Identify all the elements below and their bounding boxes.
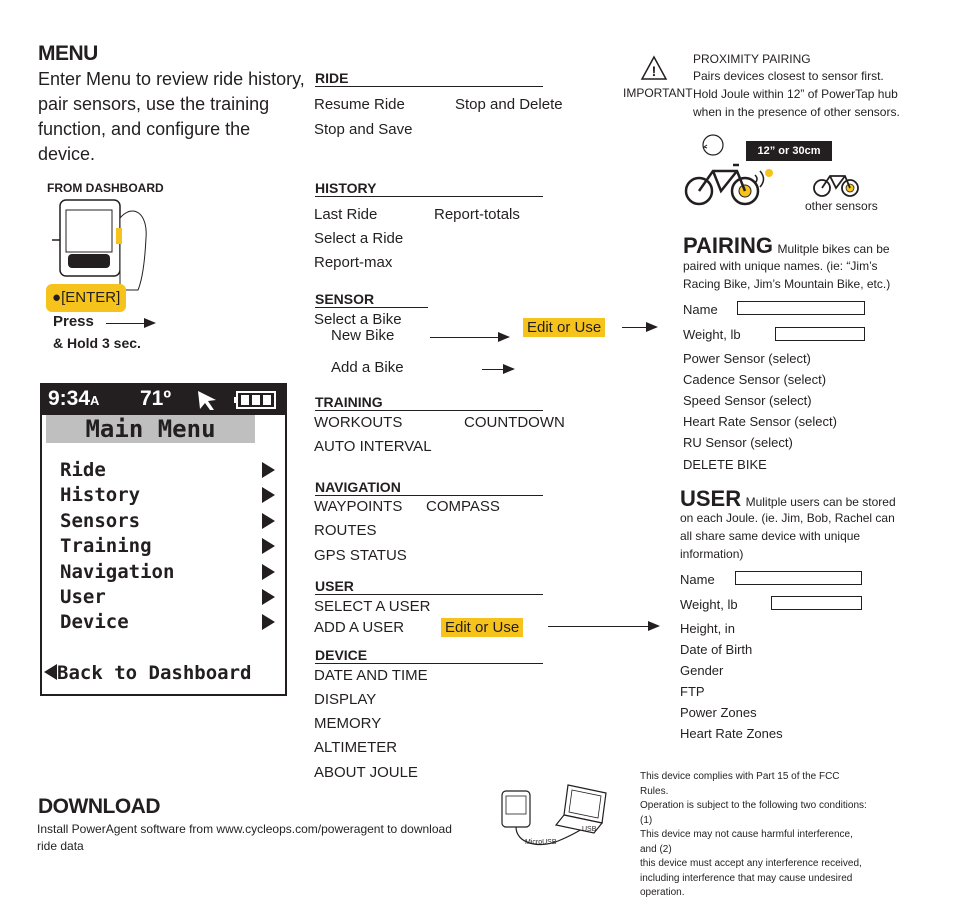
user-info-title: USER (680, 486, 742, 511)
download-heading: DOWNLOAD (38, 795, 160, 818)
pairing-item: Power Sensor (select) (683, 351, 811, 366)
user-info-desc: on each Joule. (ie. Jim, Bob, Rachel can (680, 511, 895, 525)
enter-button-label (46, 284, 126, 312)
menu-item-training[interactable]: Training (60, 535, 275, 559)
pairing-desc: Racing Bike, Jim’s Mountain Bike, etc.) (683, 277, 891, 291)
back-to-dashboard[interactable]: Back to Dashboard (44, 662, 251, 684)
user-info-desc: information) (680, 547, 744, 561)
user-item: ADD A USER (314, 619, 405, 636)
pairing-field-label: Weight, lb (683, 327, 741, 342)
section-title-training: TRAINING (315, 394, 543, 411)
sensor-item: New Bike (331, 327, 395, 344)
user-weight-field[interactable] (771, 596, 862, 610)
user-info-item: FTP (680, 684, 705, 699)
history-item: Report-totals (434, 206, 520, 223)
pairing-field-label: Name (683, 302, 718, 317)
ride-item: Resume Ride (314, 96, 405, 113)
user-info-item: Power Zones (680, 705, 757, 720)
download-text: Install PowerAgent software from www.cycleops.com/poweragent to download (37, 822, 452, 836)
menu-item-ride[interactable]: Ride (60, 459, 275, 483)
microusb-label: MicroUSB (525, 839, 557, 846)
fcc-line: Operation is subject to the following two conditions: (1) (640, 800, 867, 826)
distance-badge: 12” or 30cm (746, 141, 832, 161)
user-field-label: Name (680, 572, 715, 587)
navigation-item: GPS STATUS (314, 547, 407, 564)
device-item: ALTIMETER (314, 739, 398, 756)
sensor-edit-or-use-badge: Edit or Use (523, 318, 605, 337)
battery-icon (234, 391, 278, 409)
svg-text:!: ! (651, 63, 657, 79)
important-label: IMPORTANT (623, 86, 693, 100)
device-item: DATE AND TIME (314, 667, 428, 684)
bike-name-field[interactable] (737, 301, 865, 315)
menu-item-device[interactable]: Device (60, 611, 275, 635)
pairing-item: Cadence Sensor (select) (683, 372, 827, 387)
chevron-right-icon (262, 487, 275, 503)
fcc-notice (640, 770, 870, 901)
proximity-line: Hold Joule within 12” of PowerTap hub (693, 87, 898, 101)
bike-weight-field[interactable] (775, 327, 865, 341)
press-label: Press (53, 313, 94, 330)
chevron-right-icon (262, 462, 275, 478)
section-title-history: HISTORY (315, 180, 543, 197)
arrow-icon (548, 626, 658, 627)
pairing-item: Heart Rate Sensor (select) (683, 414, 837, 429)
training-item: AUTO INTERVAL (314, 438, 432, 455)
user-info-desc: Mulitple users can be stored (745, 495, 896, 509)
training-item: COUNTDOWN (464, 414, 565, 431)
chevron-left-icon (44, 664, 57, 680)
user-name-field[interactable] (735, 571, 862, 585)
pairing-item: Speed Sensor (select) (683, 393, 812, 408)
user-info-item: Height, in (680, 621, 735, 636)
status-bar (42, 385, 285, 415)
proximity-line: when in the presence of other sensors. (693, 105, 900, 119)
proximity-line: Pairs devices closest to sensor first. (693, 69, 884, 83)
pairing-item: RU Sensor (select) (683, 435, 793, 450)
arrow-icon (106, 323, 154, 324)
fcc-line: this device must accept any interference received, (640, 858, 862, 869)
navigation-arrow-icon (196, 389, 218, 411)
pairing-desc: paired with unique names. (ie: “Jim’s (683, 259, 878, 273)
device-item: DISPLAY (314, 691, 377, 708)
device-item: MEMORY (314, 715, 382, 732)
navigation-item: COMPASS (426, 498, 500, 515)
fcc-line: operation. (640, 887, 685, 898)
hold-label: & Hold 3 sec. (53, 335, 141, 351)
arrow-icon (482, 369, 513, 370)
device-item: ABOUT JOULE (314, 764, 418, 781)
ride-item: Stop and Delete (455, 96, 563, 113)
user-info-desc: all share same device with unique (680, 529, 861, 543)
history-item: Report-max (314, 254, 393, 271)
sensor-item: Select a Bike (314, 311, 402, 328)
device-screen (40, 383, 287, 696)
ride-item: Stop and Save (314, 121, 413, 138)
pairing-heading-row (683, 233, 890, 259)
user-item: SELECT A USER (314, 598, 431, 615)
clock: 9:34A (48, 387, 100, 410)
user-info-item: Date of Birth (680, 642, 753, 657)
chevron-right-icon (262, 614, 275, 630)
fcc-line: This device complies with Part 15 of the FCC Rules. (640, 771, 840, 797)
history-item: Select a Ride (314, 230, 404, 247)
chevron-right-icon (262, 564, 275, 580)
other-sensors-label: other sensors (805, 199, 878, 213)
usb-label: USB (582, 826, 597, 833)
menu-heading: MENU (38, 42, 98, 65)
training-item: WORKOUTS (314, 414, 403, 431)
history-item: Last Ride (314, 206, 378, 223)
download-text: ride data (37, 839, 84, 853)
section-title-device: DEVICE (315, 647, 543, 664)
sensor-item: Add a Bike (331, 359, 404, 376)
proximity-title: PROXIMITY PAIRING (693, 52, 811, 66)
dot-icon: ● (52, 289, 62, 306)
user-info-item: Heart Rate Zones (680, 726, 783, 741)
arrow-icon (622, 327, 656, 328)
chevron-right-icon (262, 589, 275, 605)
section-title-navigation: NAVIGATION (315, 479, 543, 496)
pairing-desc: Mulitple bikes can be (777, 242, 890, 256)
user-edit-or-use-badge: Edit or Use (441, 618, 523, 637)
section-title-user: USER (315, 578, 543, 595)
menu-item-sensors[interactable]: Sensors (60, 510, 275, 534)
menu-item-history[interactable]: History (60, 484, 275, 508)
menu-item-user[interactable]: User (60, 586, 275, 610)
arrow-icon (430, 337, 508, 338)
section-title-sensor: SENSOR (315, 291, 428, 308)
menu-item-navigation[interactable]: Navigation (60, 561, 275, 585)
enter-label-text: [ENTER] (61, 289, 121, 306)
pairing-item: DELETE BIKE (683, 457, 767, 472)
menu-description: Enter Menu to review ride history, pair sensors, use the training function, and configure the device. (38, 69, 305, 164)
pairing-title: PAIRING (683, 233, 774, 258)
warning-icon (640, 55, 668, 81)
temperature: 71º (140, 387, 172, 410)
user-field-label: Weight, lb (680, 597, 738, 612)
chevron-right-icon (262, 538, 275, 554)
fcc-line: including interference that may cause undesired (640, 872, 853, 884)
fcc-line: This device may not cause harmful interference, and (2) (640, 829, 853, 855)
navigation-item: ROUTES (314, 522, 377, 539)
screen-title: Main Menu (46, 415, 255, 443)
section-title-ride: RIDE (315, 70, 543, 87)
user-info-item: Gender (680, 663, 724, 678)
other-bike-icon (812, 168, 864, 198)
navigation-item: WAYPOINTS (314, 498, 403, 515)
from-dashboard-label: FROM DASHBOARD (47, 181, 164, 195)
user-heading-row (680, 486, 896, 512)
joule-device-illustration (48, 198, 158, 294)
chevron-right-icon (262, 513, 275, 529)
